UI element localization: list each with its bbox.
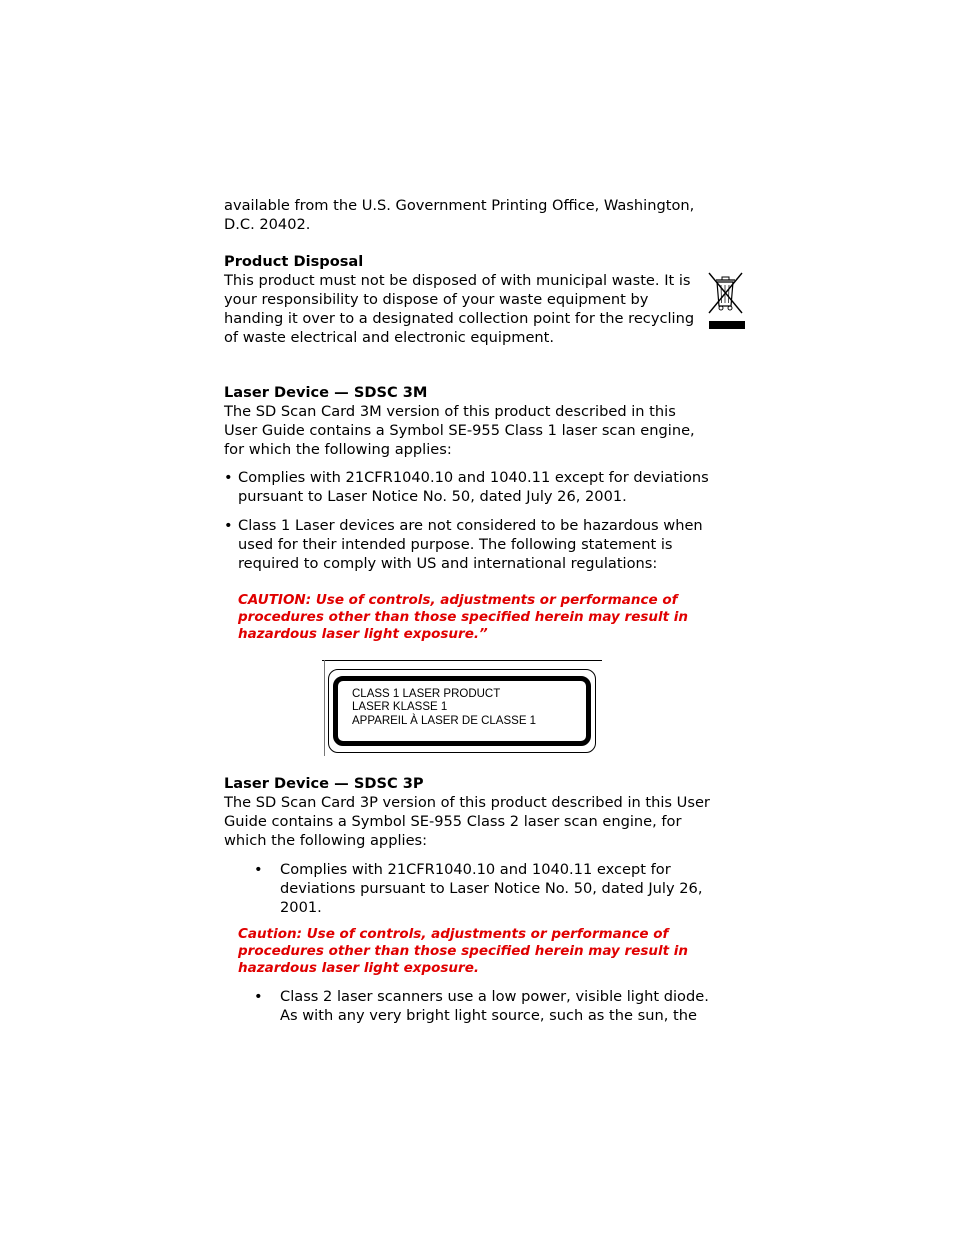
product-disposal-heading: Product Disposal	[224, 253, 364, 270]
label-line: LASER KLASSE 1	[352, 701, 448, 713]
sdsc3m-paragraph	[224, 402, 695, 459]
bullet-marker: •	[224, 469, 233, 486]
sdsc3p-line: which the following applies:	[224, 832, 428, 849]
sdsc3p-line: Guide contains a Symbol SE-955 Class 2 laser scan engine, for	[224, 813, 682, 830]
sdsc3m-line: The SD Scan Card 3M version of this product described in this	[224, 403, 676, 420]
bullet-line: Class 1 Laser devices are not considered to be hazardous when	[238, 517, 703, 534]
sdsc3m-line: for which the following applies:	[224, 441, 452, 458]
label-top-rule	[322, 660, 602, 661]
sdsc3p-caution	[238, 926, 688, 977]
sdsc3p-heading: Laser Device — SDSC 3P	[224, 775, 424, 792]
sdsc3m-heading: Laser Device — SDSC 3M	[224, 384, 428, 401]
intro-line: available from the U.S. Government Printing Office, Washington,	[224, 197, 695, 214]
bullet-marker: •	[224, 517, 233, 534]
sdsc3m-caution	[238, 592, 688, 643]
disposal-line: handing it over to a designated collection point for the recycling	[224, 310, 695, 327]
sdsc3p-bullet-2	[280, 987, 709, 1025]
caution-line: procedures other than those specified herein may result in	[238, 943, 689, 959]
sdsc3m-bullet-2	[238, 516, 703, 573]
caution-line: procedures other than those specified herein may result in	[238, 609, 689, 625]
bullet-line: Complies with 21CFR1040.10 and 1040.11 except for	[280, 861, 671, 878]
bullet-marker: •	[254, 988, 263, 1005]
bullet-line: pursuant to Laser Notice No. 50, dated July 26, 2001.	[238, 488, 627, 505]
bullet-line: Class 2 laser scanners use a low power, visible light diode.	[280, 988, 709, 1005]
disposal-line: your responsibility to dispose of your waste equipment by	[224, 291, 649, 308]
sdsc3m-line: User Guide contains a Symbol SE-955 Class 1 laser scan engine,	[224, 422, 695, 439]
caution-line: hazardous laser light exposure.	[238, 960, 479, 976]
intro-line: D.C. 20402.	[224, 216, 311, 233]
sdsc3p-bullet-1	[280, 860, 702, 917]
class-1-laser-label	[322, 660, 602, 756]
caution-line: hazardous laser light exposure.”	[238, 626, 488, 642]
disposal-line: of waste electrical and electronic equipment.	[224, 329, 555, 346]
label-line: APPAREIL À LASER DE CLASSE 1	[352, 715, 537, 727]
bullet-line: used for their intended purpose. The following statement is	[238, 536, 673, 553]
bullet-line: As with any very bright light source, such as the sun, the	[280, 1007, 697, 1024]
caution-line: Caution: Use of controls, adjustments or performance of	[238, 926, 669, 942]
disposal-line: This product must not be disposed of with municipal waste. It is	[224, 272, 691, 289]
sdsc3p-paragraph	[224, 793, 710, 850]
bullet-line: Complies with 21CFR1040.10 and 1040.11 except for deviations	[238, 469, 709, 486]
bullet-line: 2001.	[280, 899, 322, 916]
label-line: CLASS 1 LASER PRODUCT	[352, 688, 501, 700]
sdsc3p-line: The SD Scan Card 3P version of this product described in this User	[224, 794, 710, 811]
weee-crossed-bin-icon	[705, 271, 745, 331]
intro-paragraph	[224, 196, 694, 234]
caution-line: CAUTION: Use of controls, adjustments or performance of	[238, 592, 678, 608]
bullet-line: required to comply with US and international regulations:	[238, 555, 658, 572]
bullet-line: deviations pursuant to Laser Notice No. 50, dated July 26,	[280, 880, 703, 897]
label-left-rule	[324, 660, 325, 756]
product-disposal-paragraph	[224, 271, 694, 347]
bullet-marker: •	[254, 861, 263, 878]
sdsc3m-bullet-1	[238, 468, 709, 506]
